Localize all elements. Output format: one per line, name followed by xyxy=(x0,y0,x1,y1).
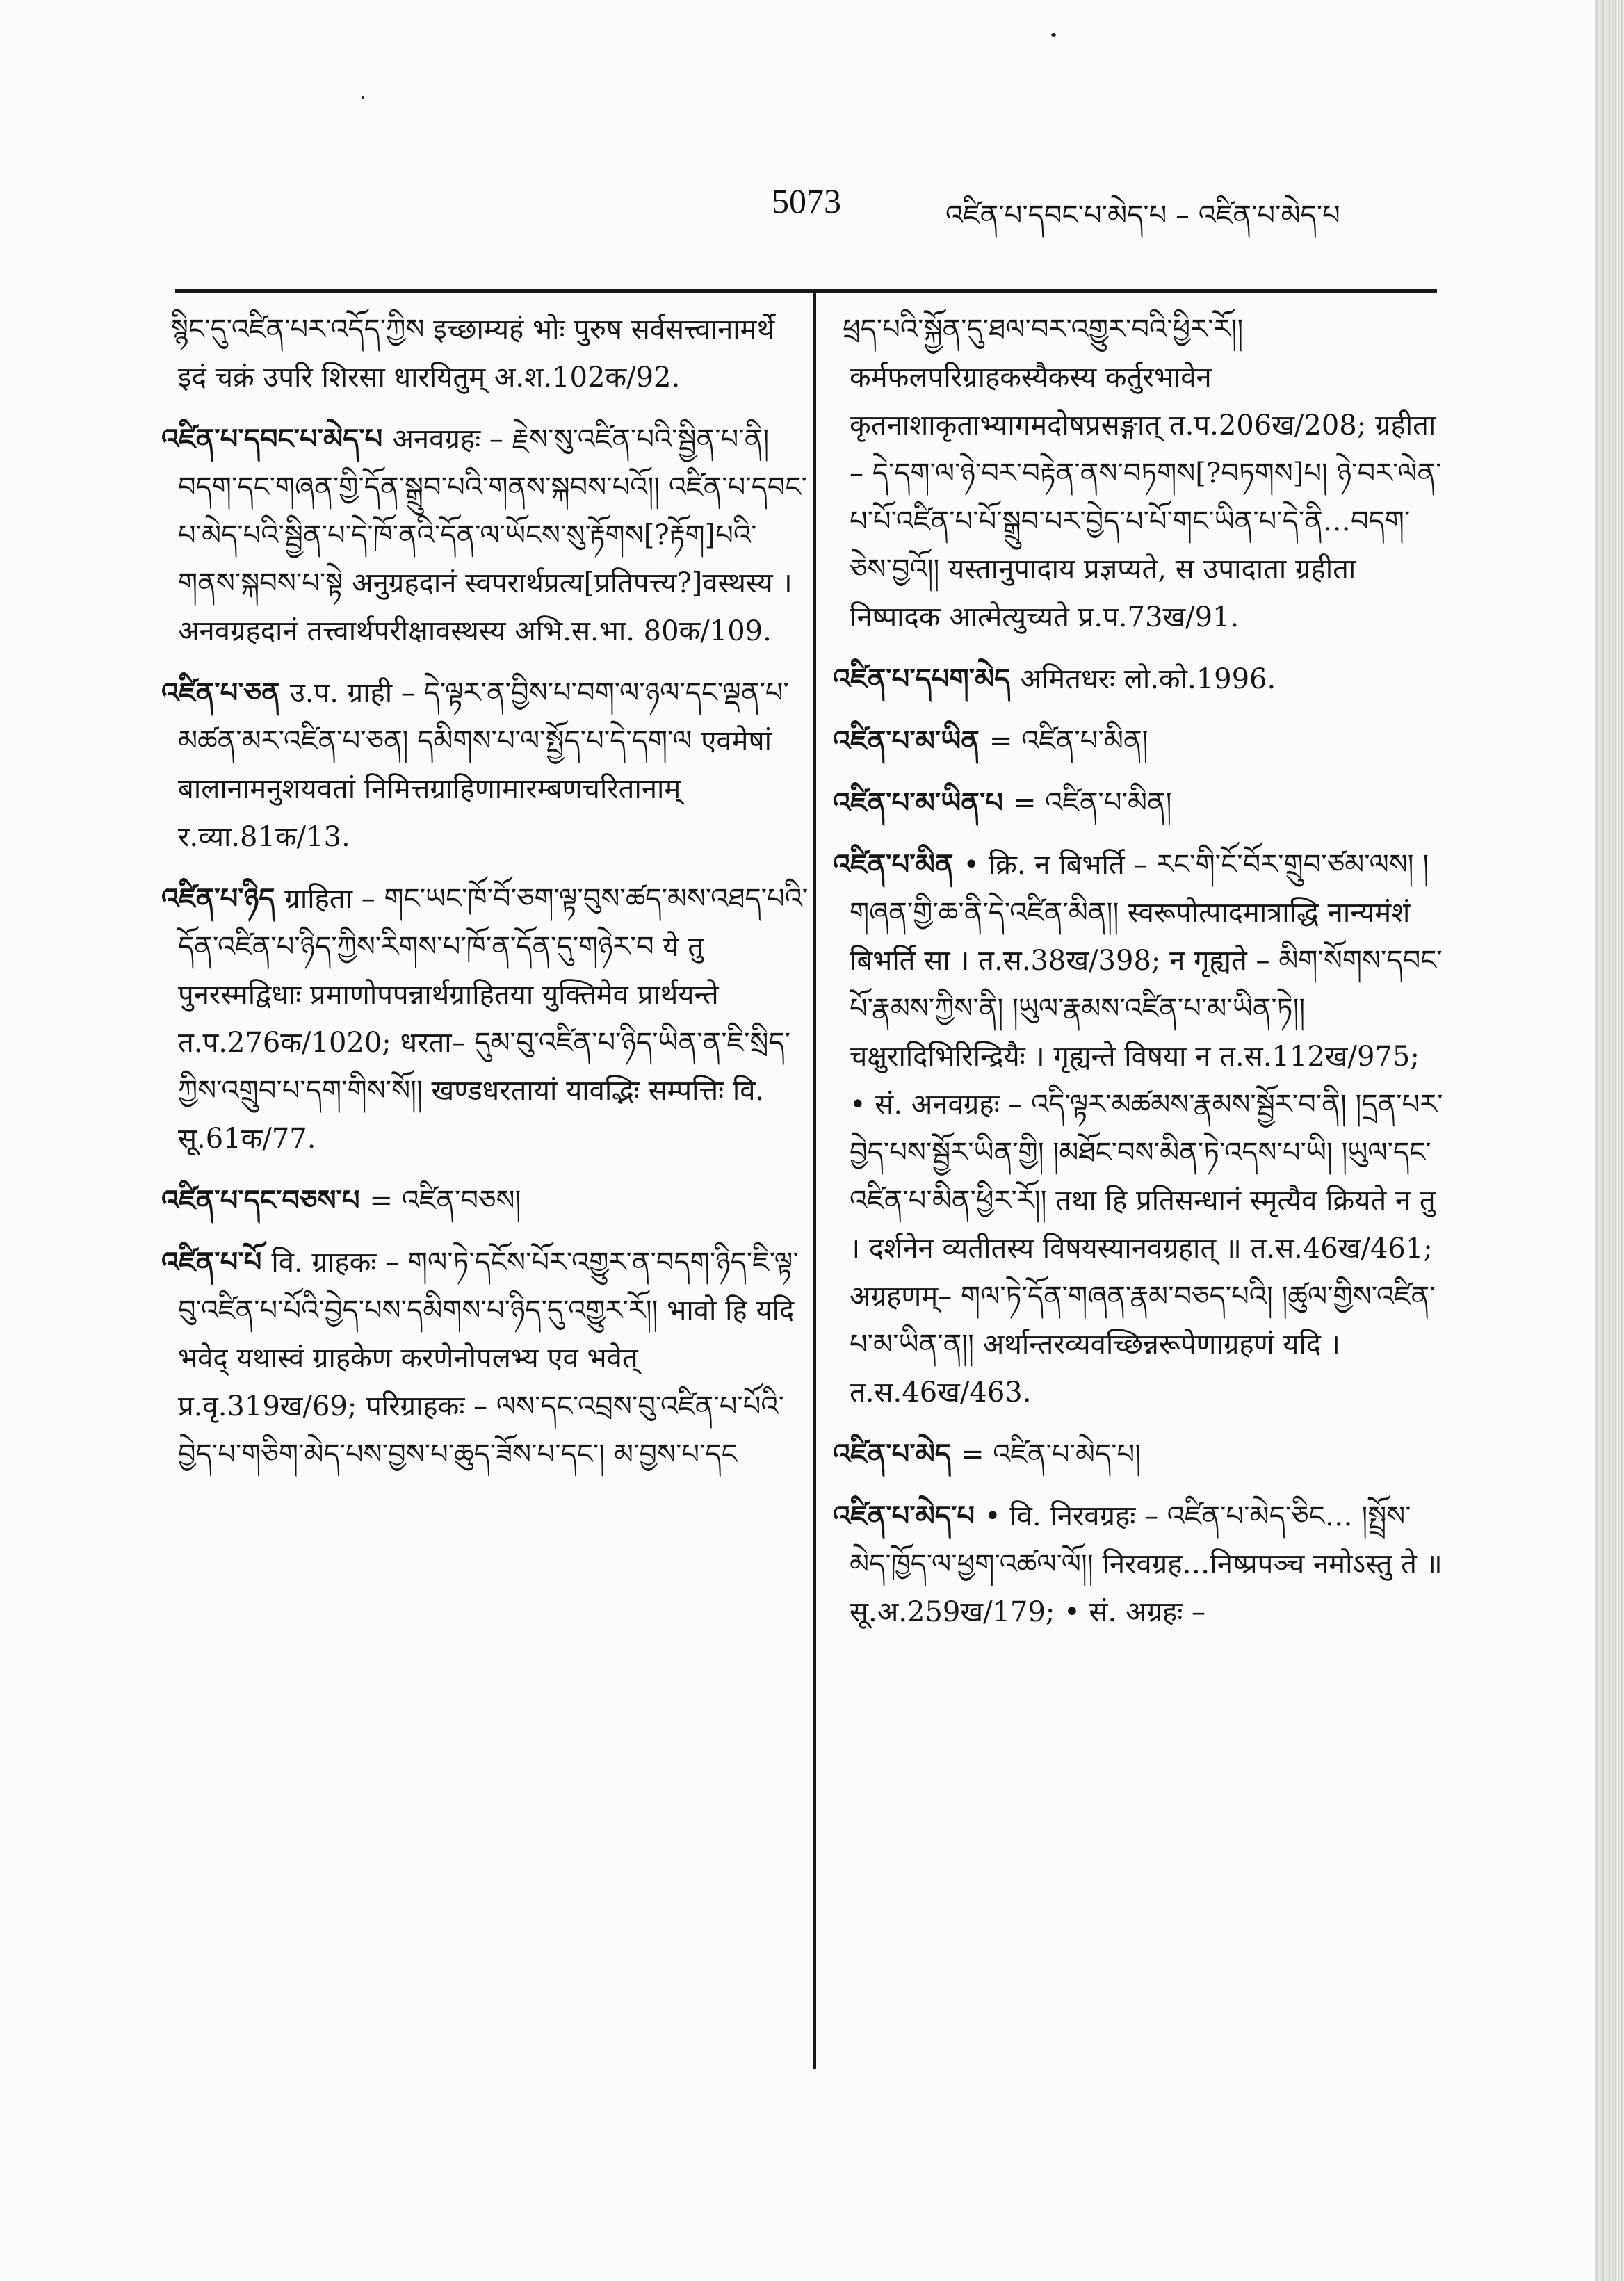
entry-text: སྙིང་དུ་འཛིན་པར་འདོད་ཀྱིས इच्छाम्यहं भोः पुरुष सर्वसत्त्वानामर्थे इदं चक्रं उपरि शिरसा धारयितुम् अ.श.102क/92. xyxy=(171,314,775,393)
entry-text: = འཛིན་བཅས། xyxy=(369,1185,521,1217)
header-rule xyxy=(175,289,1437,293)
entry-headword: འཛིན་པ་མ་ཡིན་པ xyxy=(833,787,1003,819)
entry-text: अमितधरः लो.को.1996. xyxy=(1020,663,1276,695)
dictionary-entry xyxy=(833,717,1445,765)
entry-headword: འཛིན་པ་པོ xyxy=(161,1247,262,1279)
entry-text: अनवग्रहः – རྗེས་སུ་འཛིན་པའི་སྦྱིན་པ་ནི། བདག་དང་གཞན་གྱི་དོན་སྒྲུབ་པའི་གནས་སྐབས་པའོ།། འཛིན་པ་དབང་པ་མེད་པའི་སྦྱིན་པ་དེ་ཁོ་ནའི་དོན་ལ་ཡོངས་སུ་རྟོགས[?རྟོག]པའི་གནས་སྐབས་པ་སྟེ अनुग्रहदानं स्वपरार्थप्रत्य[प्रतिपत्त्य?]वस्थस्य । अनवग्रहदानं तत्त्वार्थपरीक्षावस्थस्य अभि.स.भा. 80क/109. xyxy=(178,423,807,647)
entry-text: ग्राहिता – གང་ཡང་ཁོ་བོ་ཅག་ལྟ་བུས་ཚད་མས་འཐད་པའི་དོན་འཛིན་པ་ཉིད་ཀྱིས་རིགས་པ་ཁོ་ན་དོན་དུ་གཉེར་བ ये तु पुनरस्मद्विधाः प्रमाणोपपन्नार्थग्राहितया युक्तिमेव प्रार्थयन्ते त.प.276क/1020; धरता– དུམ་བུ་འཛིན་པ་ཉིད་ཡིན་ན་ཇི་སྲིད་ཀྱིས་འགྲུབ་པ་དག་གིས་སོ།། खण्डधरतायां यावद्भिः सम्पत्तिः वि. सू.61क/77. xyxy=(178,883,809,1155)
column-divider xyxy=(813,293,816,2069)
entry-headword: འཛིན་པ་དཔག་མེད xyxy=(833,663,1011,695)
entry-headword: འཛིན་པ་མེད xyxy=(833,1438,951,1470)
dictionary-entry xyxy=(833,1493,1445,1637)
entry-text: उ.प. ग्राही – དེ་ལྟར་ན་བྱིས་པ་བག་ལ་ཉལ་དང་ལྡན་པ་མཚན་མར་འཛིན་པ་ཅན། དམིགས་པ་ལ་སྤྱོད་པ་དེ་དག་ལ एवमेषां बालानामनुशयवतां निमित्तग्राहिणामारम्बणचरितानाम् र.व्या.81क/13. xyxy=(178,677,789,853)
entry-headword: འཛིན་པ་དབང་པ་མེད་པ xyxy=(161,423,383,455)
dictionary-entry xyxy=(833,656,1445,704)
left-column xyxy=(161,306,811,1493)
page-header xyxy=(0,174,1624,236)
dictionary-entry xyxy=(833,306,1445,642)
entry-headword: འཛིན་པ་མིན xyxy=(833,849,954,881)
entry-headword: འཛིན་པ་དང་བཅས་པ xyxy=(161,1185,360,1217)
dictionary-entry xyxy=(833,779,1445,827)
entry-text: = འཛིན་པ་མིན། xyxy=(989,725,1148,757)
right-column xyxy=(833,306,1445,1650)
entry-text: वि. ग्राहकः – གལ་ཏེ་དངོས་པོར་འགྱུར་ན་བདག་ཉིད་ཇི་ལྟ་བུ་འཛིན་པ་པོའི་བྱེད་པས་དམིགས་པ་ཉིད་དུ་འགྱུར་རོ།། भावो हि यदि भवेद् यथास्वं ग्राहकेण करणेनोपलभ्य एव भवेत् प्र.वृ.319ख/69; परिग्राहकः – ལས་དང་འབྲས་བུ་འཛིན་པ་པོའི་བྱེད་པ་གཅིག་མེད་པས་བྱས་པ་ཆུད་ཟོས་པ་དང་། མ་བྱས་པ་དང xyxy=(178,1247,799,1470)
entry-text: • वि. निरवग्रहः – འཛིན་པ་མེད་ཅིང… །སྤྲོས་མེད་ཁྱོད་ལ་ཕྱག་འཚལ་ལོ།། निरवग्रह…निष्प्रपञ्च नमोऽस्तु ते ॥ सू.अ.259ख/179; • सं. अग्रहः – xyxy=(850,1500,1443,1628)
entry-headword: འཛིན་པ་མེད་པ xyxy=(833,1500,975,1532)
ink-speck xyxy=(1051,33,1056,37)
dictionary-entry xyxy=(161,875,811,1163)
entry-text: • क्रि. न बिभर्ति – རང་གི་ངོ་བོར་གྲུབ་ཙམ་ལས། །གཞན་གྱི་ཆ་ནི་དེ་འཛིན་མིན།། स्वरूपोत्पादमात्राद्धि नान्यमंशं बिभर्ति सा । त.स.38ख/398; न गृह्यते – མིག་སོགས་དབང་པོ་རྣམས་ཀྱིས་ནི། །ཡུལ་རྣམས་འཛིན་པ་མ་ཡིན་ཏེ།། चक्षुरादिभिरिन्द्रियैः । गृह्यन्ते विषया न त.स.112ख/975; • सं. अनवग्रहः – འདི་ལྟར་མཚམས་རྣམས་སྦྱོར་བ་ནི། །དྲན་པར་བྱེད་པས་སྦྱོར་ཡིན་གྱི། །མཐོང་བས་མིན་ཏེ་འདས་པ་ཡི། །ཡུལ་དང་འཛིན་པ་མིན་ཕྱིར་རོ།། तथा हि प्रतिसन्धानं स्मृत्यैव क्रियते न तु । दर्शनेन व्यतीतस्य विषयस्यानवग्रहात् ॥ त.स.46ख/461; अग्रहणम्– གལ་ཏེ་དོན་གཞན་རྣམ་བཅད་པའི། །ཚུལ་གྱིས་འཛིན་པ་མ་ཡིན་ན།། अर्थान्तरव्यवच्छिन्नरूपेणाग्रहणं यदि । त.स.46ख/463. xyxy=(850,849,1443,1409)
dictionary-entry xyxy=(161,416,811,656)
entry-headword: འཛིན་པ་ཉིད xyxy=(161,883,275,915)
dictionary-entry xyxy=(161,1239,811,1479)
dictionary-entry xyxy=(161,669,811,861)
entry-text: = འཛིན་པ་མིན། xyxy=(1012,787,1172,819)
dictionary-entry xyxy=(833,841,1445,1417)
book-spine-edge xyxy=(1595,0,1624,2281)
running-head: འཛིན་པ་དབང་པ་མེད་པ – འཛིན་པ་མེད་པ xyxy=(945,200,1340,232)
ink-speck xyxy=(362,96,364,99)
page-number: 5073 xyxy=(772,181,841,220)
entry-text: = འཛིན་པ་མེད་པ། xyxy=(960,1438,1142,1470)
dictionary-entry xyxy=(833,1431,1445,1479)
entry-headword: འཛིན་པ་མ་ཡིན xyxy=(833,725,980,757)
dictionary-entry xyxy=(161,306,811,402)
entry-text: ཕྲད་པའི་སྐྱོན་དུ་ཐལ་བར་འགྱུར་བའི་ཕྱིར་རོ།། कर्मफलपरिग्राहकस्यैकस्य कर्तुरभावेन कृतनाशाकृताभ्यागमदोषप्रसङ्गात् त.प.206ख/208; ग्रहीता – དེ་དག་ལ་ཉེ་བར་བརྟེན་ནས་བཏགས[?བཏགས]པ། ཉེ་བར་ལེན་པ་པོ་འཛིན་པ་པོ་སྒྲུབ་པར་བྱེད་པ་པོ་གང་ཡིན་པ་དེ་ནི…བདག་ཅེས་བྱའོ།། यस्तानुपादाय प्रज्ञप्यते, स उपादाता ग्रहीता निष्पादक आत्मेत्युच्यते प्र.प.73ख/91. xyxy=(843,314,1442,633)
entry-headword: འཛིན་པ་ཅན xyxy=(161,677,280,709)
dictionary-entry xyxy=(161,1177,811,1225)
